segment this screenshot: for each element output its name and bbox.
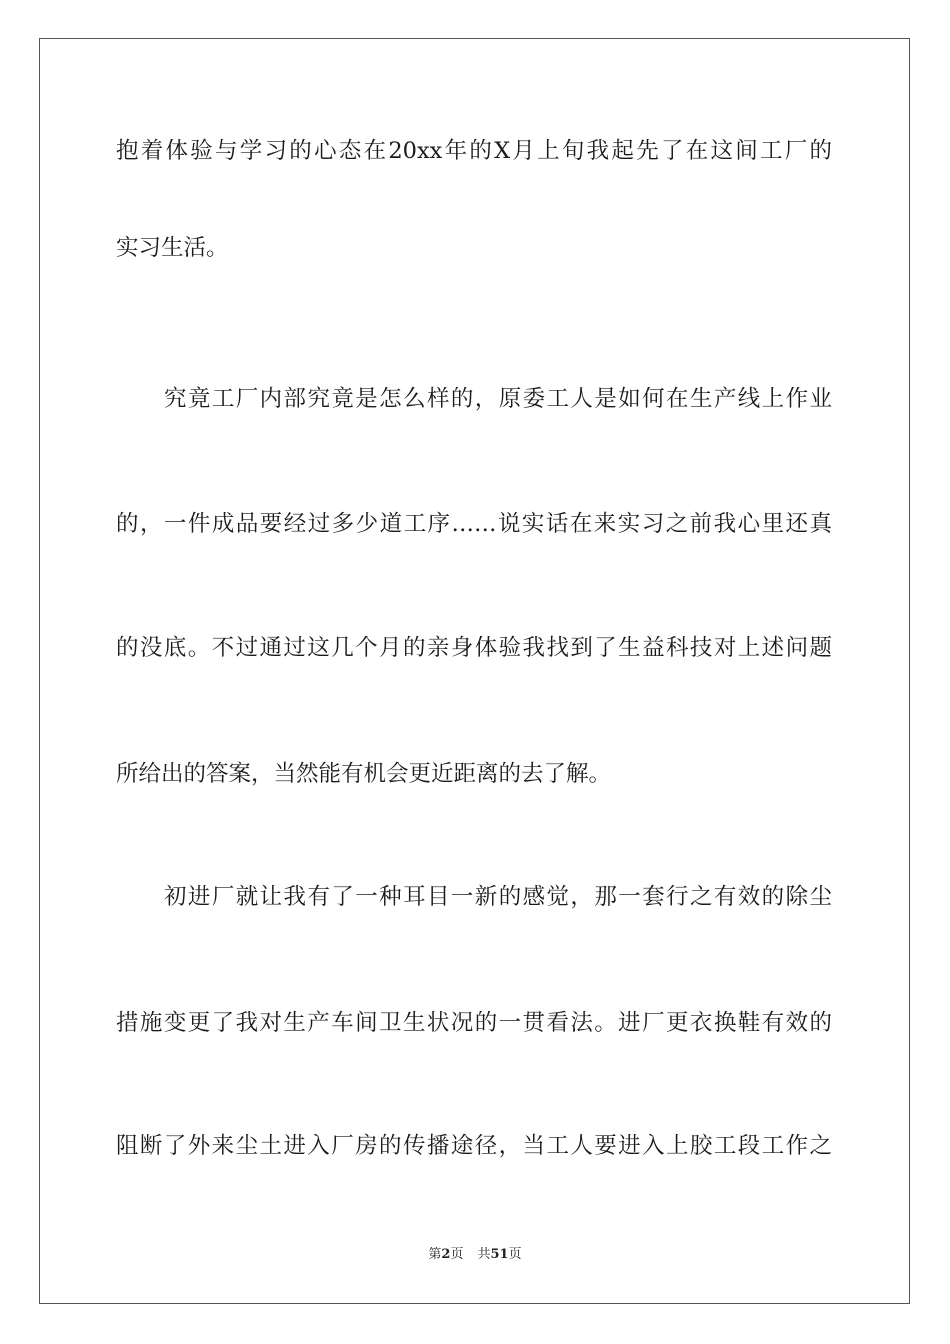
- text-line-p1-l2: 实习生活。: [116, 235, 229, 261]
- footer-total-prefix: 共: [477, 1247, 491, 1262]
- text-line-p2-l3: 的没底。不过通过这几个月的亲身体验我找到了生益科技对上述问题: [116, 635, 832, 661]
- text-line-p2-l2: 的，一件成品要经过多少道工序……说实话在来实习之前我心里还真: [116, 511, 832, 537]
- footer-total-suffix: 页: [508, 1247, 522, 1262]
- page-footer: [0, 1246, 950, 1264]
- text-line-p3-l1: 初进厂就让我有了一种耳目一新的感觉，那一套行之有效的除尘: [164, 884, 832, 910]
- footer-page-number: 2: [441, 1247, 451, 1262]
- text-line-p3-l3: 阻断了外来尘土进入厂房的传播途径，当工人要进入上胶工段工作之: [116, 1133, 832, 1159]
- footer-page-prefix: 第: [428, 1247, 442, 1262]
- text-line-p3-l2: 措施变更了我对生产车间卫生状况的一贯看法。进厂更衣换鞋有效的: [116, 1010, 832, 1036]
- text-line-p2-l4: 所给出的答案，当然能有机会更近距离的去了解。: [116, 761, 612, 787]
- text-line-p1-l1: 抱着体验与学习的心态在20xx年的X月上旬我起先了在这间工厂的: [116, 138, 832, 164]
- footer-page-suffix: 页: [450, 1247, 464, 1262]
- footer-total-pages: 51: [490, 1247, 509, 1262]
- page-border: [39, 38, 910, 1304]
- text-line-p2-l1: 究竟工厂内部究竟是怎么样的，原委工人是如何在生产线上作业: [164, 386, 832, 412]
